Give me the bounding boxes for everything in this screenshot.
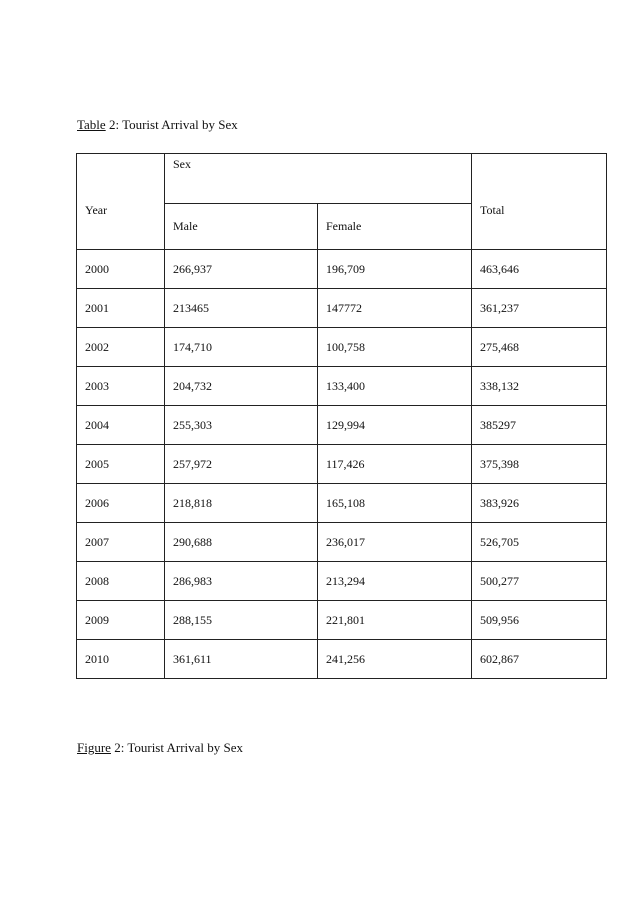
cell-female: 133,400: [318, 367, 472, 406]
cell-male: 257,972: [165, 445, 318, 484]
cell-year: 2007: [77, 523, 165, 562]
figure-caption-text: 2: Tourist Arrival by Sex: [110, 740, 244, 755]
cell-year: 2002: [77, 328, 165, 367]
cell-male: 213465: [165, 289, 318, 328]
table-row: [77, 601, 607, 640]
cell-total: 375,398: [472, 445, 607, 484]
cell-year: 2006: [77, 484, 165, 523]
cell-year: 2009: [77, 601, 165, 640]
cell-female: 147772: [318, 289, 472, 328]
table-row: [77, 562, 607, 601]
cell-year: 2001: [77, 289, 165, 328]
cell-female: 129,994: [318, 406, 472, 445]
table-caption-text: 2: Tourist Arrival by Sex: [105, 117, 238, 132]
cell-total: 383,926: [472, 484, 607, 523]
table-row: [77, 328, 607, 367]
figure-caption: [77, 740, 243, 755]
cell-female: 241,256: [318, 640, 472, 679]
table-row: [77, 289, 607, 328]
cell-total: 361,237: [472, 289, 607, 328]
table-caption-label: Table: [77, 117, 106, 132]
cell-female: 100,758: [318, 328, 472, 367]
cell-year: 2000: [77, 250, 165, 289]
table-row: [77, 406, 607, 445]
cell-year: 2004: [77, 406, 165, 445]
table-row: [77, 484, 607, 523]
header-row-top: [77, 154, 607, 204]
header-female: Female: [318, 203, 472, 249]
table-row: [77, 250, 607, 289]
cell-total: 526,705: [472, 523, 607, 562]
cell-male: 266,937: [165, 250, 318, 289]
cell-female: 236,017: [318, 523, 472, 562]
cell-male: 290,688: [165, 523, 318, 562]
cell-female: 221,801: [318, 601, 472, 640]
cell-female: 213,294: [318, 562, 472, 601]
cell-year: 2005: [77, 445, 165, 484]
cell-male: 204,732: [165, 367, 318, 406]
cell-male: 174,710: [165, 328, 318, 367]
cell-female: 196,709: [318, 250, 472, 289]
cell-total: 385297: [472, 406, 607, 445]
table-row: [77, 523, 607, 562]
cell-total: 509,956: [472, 601, 607, 640]
header-sex: Sex: [165, 154, 472, 204]
header-total: Total: [472, 154, 607, 250]
cell-male: 255,303: [165, 406, 318, 445]
table-row: [77, 445, 607, 484]
cell-male: 218,818: [165, 484, 318, 523]
cell-female: 117,426: [318, 445, 472, 484]
table-caption: [77, 117, 238, 132]
cell-male: 286,983: [165, 562, 318, 601]
cell-male: 361,611: [165, 640, 318, 679]
cell-male: 288,155: [165, 601, 318, 640]
cell-total: 602,867: [472, 640, 607, 679]
table-row: [77, 367, 607, 406]
header-year: Year: [77, 154, 165, 250]
cell-year: 2008: [77, 562, 165, 601]
cell-total: 275,468: [472, 328, 607, 367]
cell-total: 463,646: [472, 250, 607, 289]
cell-year: 2003: [77, 367, 165, 406]
figure-caption-label: Figure: [77, 740, 111, 755]
table-body: [77, 154, 607, 679]
cell-year: 2010: [77, 640, 165, 679]
cell-total: 338,132: [472, 367, 607, 406]
table-row: [77, 640, 607, 679]
header-male: Male: [165, 203, 318, 249]
tourist-arrival-table: [76, 153, 607, 679]
cell-female: 165,108: [318, 484, 472, 523]
cell-total: 500,277: [472, 562, 607, 601]
